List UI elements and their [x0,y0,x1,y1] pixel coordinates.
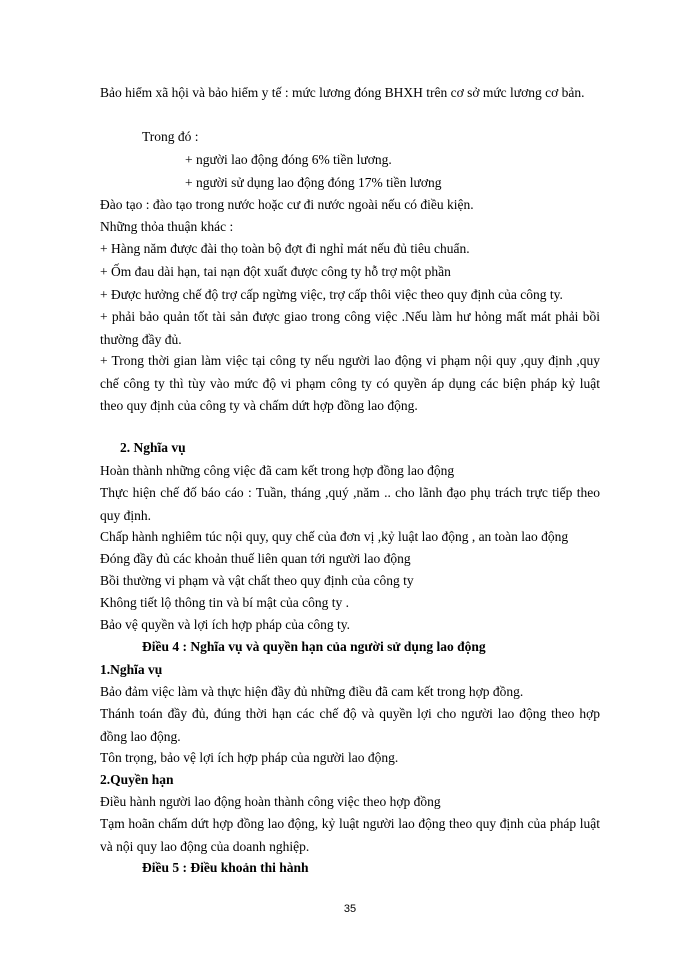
paragraph-trong-do: Trong đó : [142,129,199,144]
page-number: 35 [343,903,357,915]
list-item-illness: + Ốm đau dài hạn, tai nạn đột xuất được công ty hỗ trợ một phần [100,264,451,279]
paragraph-taxes: Đóng đầy đủ các khoản thuế liên quan tới người lao động [100,551,411,566]
paragraph-training: Đào tạo : đào tạo trong nước hoặc cư đi nước ngoài nếu có điều kiện. [100,197,474,212]
paragraph-protect-interests: Bảo vệ quyền và lợi ích hợp pháp của công ty. [100,617,350,632]
section-heading-employer-obligations: 1.Nghĩa vụ [100,662,163,677]
list-item-employee-contribution: + người lao động đóng 6% tiền lương. [185,152,392,167]
paragraph-insurance: Bảo hiểm xã hội và bảo hiểm y tế : mức lương đóng BHXH trên cơ sở mức lương cơ bản. [100,85,585,100]
article-4-title: Điều 4 : Nghĩa vụ và quyền hạn của người sử dụng lao động [142,639,486,654]
section-heading-rights: 2.Quyền hạn [100,772,174,787]
paragraph-reporting: Thực hiện chế đố báo cáo : Tuần, tháng ,quý ,năm .. cho lãnh đạo phụ trách trực tiếp theo quy định. [100,485,600,523]
paragraph-suspend-contract: Tạm hoãn chấm dứt hợp đồng lao động, kỷ luật người lao động theo quy định của pháp luật và nội quy lao động của doanh nghiệp. [100,816,600,854]
paragraph-complete-work: Hoàn thành những công việc đã cam kết trong hợp đồng lao động [100,463,455,478]
paragraph-other-agreements: Những thỏa thuận khác : [100,219,234,234]
paragraph-compensation: Bồi thường vi phạm và vật chất theo quy định của công ty [100,573,414,588]
list-item-allowance: + Được hưởng chế độ trợ cấp ngừng việc, trợ cấp thôi việc theo quy định của công ty. [100,287,563,302]
paragraph-compliance: Chấp hành nghiêm túc nội quy, quy chế của đơn vị ,kỷ luật lao động , an toàn lao động [100,529,569,544]
list-item-vacation: + Hàng năm được đài thọ toàn bộ đợt đi nghỉ mát nếu đủ tiêu chuẩn. [100,241,470,256]
paragraph-respect: Tôn trọng, bảo vệ lợi ích hợp pháp của người lao động. [100,750,399,765]
section-heading-obligations: 2. Nghĩa vụ [120,440,186,455]
list-item-employer-contribution: + người sử dụng lao động đóng 17% tiền lương [185,175,442,190]
article-5-title: Điều 5 : Điều khoản thi hành [142,860,309,875]
paragraph-ensure-employment: Bảo đảm việc làm và thực hiện đầy đủ những điều đã cam kết trong hợp đồng. [100,684,524,699]
paragraph-confidentiality: Không tiết lộ thông tin và bí mật của công ty . [100,595,349,610]
paragraph-payment: Thánh toán đầy đủ, đúng thời hạn các chế độ và quyền lợi cho người lao động theo hợp đồng lao động. [100,706,600,744]
list-item-asset-care: + phải bảo quản tốt tài sản được giao trong công việc .Nếu làm hư hỏng mất mát phải bồi thường đầy đủ. [100,309,600,347]
paragraph-direct-work: Điều hành người lao động hoàn thành công việc theo hợp đồng [100,794,441,809]
list-item-discipline: + Trong thời gian làm việc tại công ty nếu người lao động vi phạm nội quy ,quy định ,quy chế công ty thì tùy vào mức độ vi phạm công ty có quyền áp dụng các biện pháp kỷ luật theo quy định của công ty và chấm dứt hợp đồng lao động. [100,353,600,413]
